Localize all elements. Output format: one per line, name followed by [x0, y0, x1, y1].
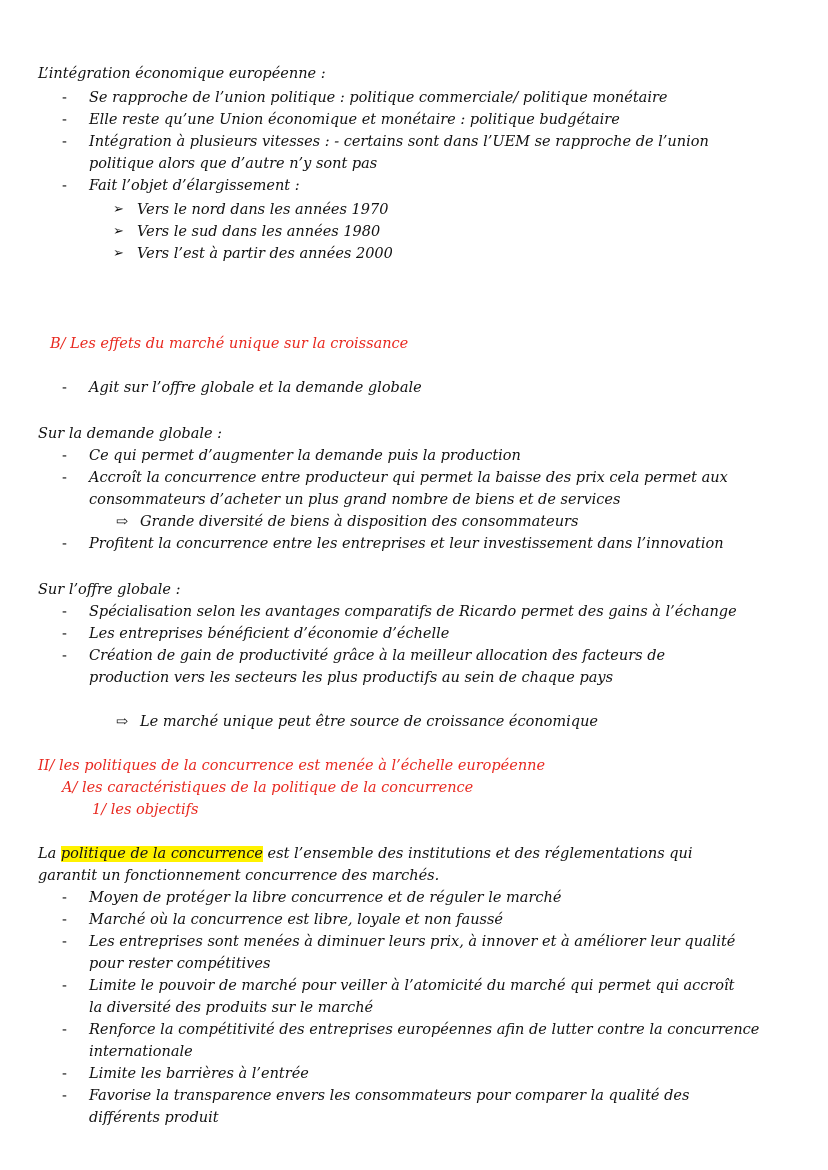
list-item: - Les entreprises sont menées à diminuer leurs prix, à innover et à améliorer leur qualité [62, 931, 735, 953]
subsection-heading: A/ les caractéristiques de la politique de la concurrence [62, 780, 474, 796]
list-item: - Intégration à plusieurs vitesses : - certains sont dans l’UEM se rapproche de l’union [62, 131, 709, 153]
list-item-continuation: pour rester compétitives [89, 956, 271, 972]
bullet-list [62, 887, 735, 953]
sub-list-item: ➢ Vers le nord dans les années 1970 [113, 199, 393, 221]
list-item-continuation: internationale [89, 1044, 193, 1060]
bullet-list [62, 975, 734, 997]
sub-subsection-heading: 1/ les objectifs [92, 802, 199, 818]
list-item: - Limite le pouvoir de marché pour veiller à l’atomicité du marché qui permet qui accroît [62, 975, 734, 997]
bullet-list [62, 175, 300, 197]
arrow-right-icon: ⇨ [116, 514, 129, 530]
list-item: - Renforce la compétitivité des entreprises européennes afin de lutter contre la concurrence [62, 1019, 759, 1041]
list-item-continuation: politique alors que d’autre n’y sont pas [89, 156, 378, 172]
bullet-list [62, 87, 709, 153]
list-item: - Agit sur l’offre globale et la demande globale [62, 377, 422, 399]
subsection-title: Sur la demande globale : [38, 426, 223, 442]
list-item: - Accroît la concurrence entre producteur qui permet la baisse des prix cela permet aux [62, 467, 728, 489]
list-item: - Limite les barrières à l’entrée [62, 1063, 689, 1085]
bullet-list [62, 377, 422, 399]
section-heading: II/ les politiques de la concurrence est menée à l’échelle européenne [38, 758, 546, 774]
bullet-list [62, 601, 737, 667]
bullet-list [62, 1063, 689, 1107]
sub-list-item: ➢ Vers l’est à partir des années 2000 [113, 243, 393, 265]
bullet-list [62, 445, 728, 489]
bullet-list [62, 533, 724, 555]
list-item: - Spécialisation selon les avantages comparatifs de Ricardo permet des gains à l’échange [62, 601, 737, 623]
conclusion-note: ⇨ Le marché unique peut être source de croissance économique [116, 711, 598, 733]
list-item-continuation: consommateurs d’acheter un plus grand nombre de biens et de services [89, 492, 621, 508]
definition-paragraph: La politique de la concurrence est l’ensemble des institutions et des réglementations qui [38, 846, 693, 862]
list-item: - Moyen de protéger la libre concurrence et de réguler le marché [62, 887, 735, 909]
list-item: - Se rapproche de l’union politique : politique commerciale/ politique monétaire [62, 87, 709, 109]
subsection-title: Sur l’offre globale : [38, 582, 181, 598]
definition-paragraph-line: garantit un fonctionnement concurrence des marchés. [38, 868, 440, 884]
arrow-right-icon: ⇨ [116, 714, 129, 730]
list-item: - Favorise la transparence envers les consommateurs pour comparer la qualité des [62, 1085, 689, 1107]
highlighted-term: politique de la concurrence [60, 846, 263, 862]
arrow-note: ⇨ Grande diversité de biens à disposition des consommateurs [116, 511, 578, 533]
list-item-continuation: la diversité des produits sur le marché [89, 1000, 374, 1016]
list-item: - Profitent la concurrence entre les entreprises et leur investissement dans l’innovation [62, 533, 724, 555]
list-item-continuation: production vers les secteurs les plus productifs au sein de chaque pays [89, 670, 614, 686]
sub-list-item: ➢ Vers le sud dans les années 1980 [113, 221, 393, 243]
list-item-continuation: différents produit [89, 1110, 219, 1126]
list-item: - Les entreprises bénéficient d’économie d’échelle [62, 623, 737, 645]
list-item: - Ce qui permet d’augmenter la demande puis la production [62, 445, 728, 467]
section-heading: B/ Les effets du marché unique sur la croissance [50, 336, 409, 352]
list-item: - Fait l’objet d’élargissement : [62, 175, 300, 197]
list-item: - Création de gain de productivité grâce à la meilleur allocation des facteurs de [62, 645, 737, 667]
list-item: - Elle reste qu’une Union économique et monétaire : politique budgétaire [62, 109, 709, 131]
section-title: L’intégration économique européenne : [38, 66, 326, 82]
bullet-list [62, 1019, 759, 1041]
sub-bullet-list [113, 199, 393, 265]
list-item: - Marché où la concurrence est libre, loyale et non faussé [62, 909, 735, 931]
